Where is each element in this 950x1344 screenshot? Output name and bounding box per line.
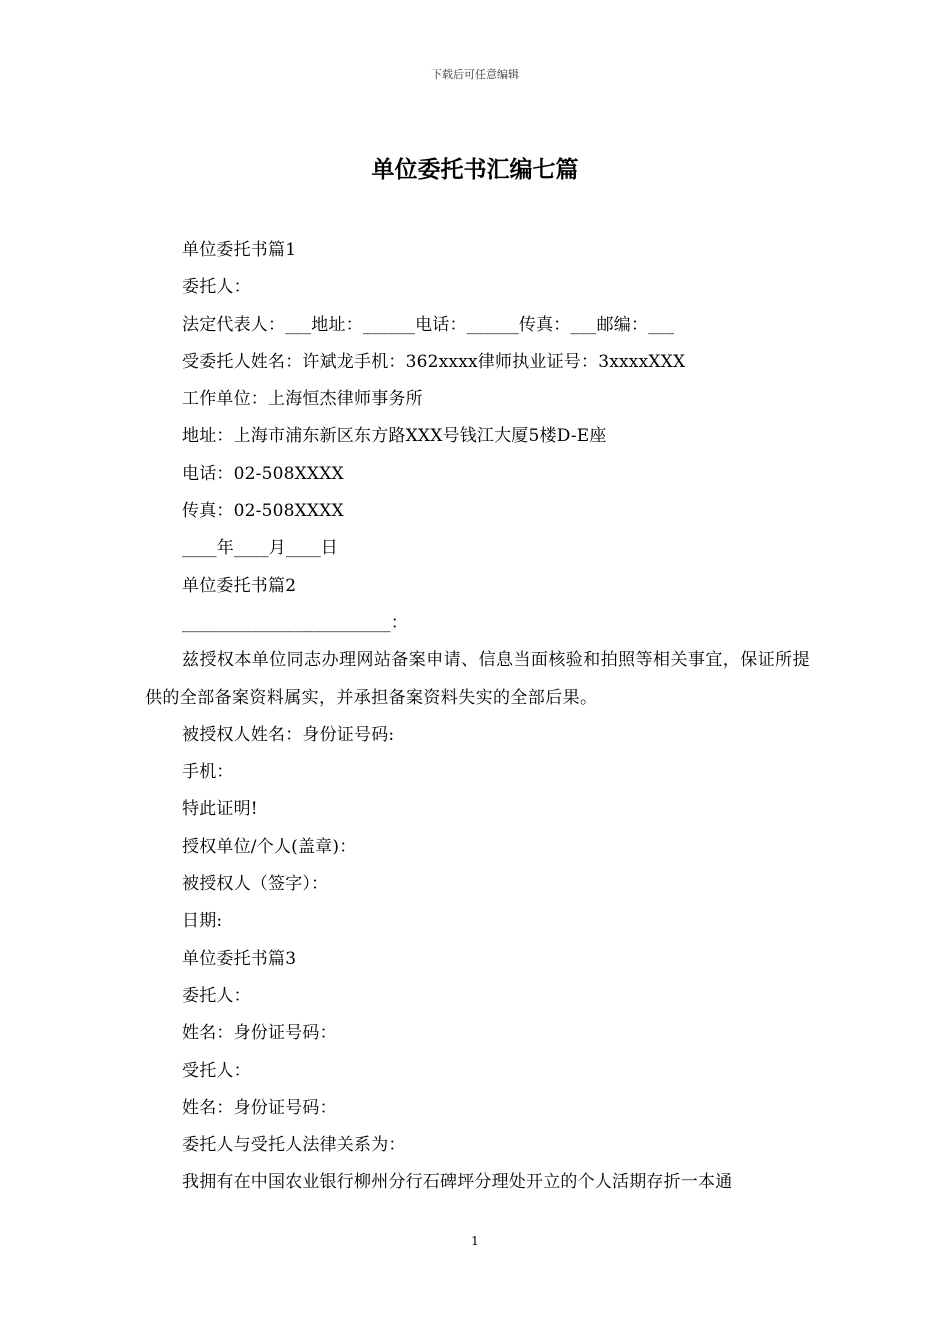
text-line: 委托人： bbox=[182, 277, 251, 298]
authorization-paragraph: 兹授权本单位同志办理网站备案申请、信息当面核验和拍照等相关事宜，保证所提供的全部备案资料属实，并承担备案资料失实的全部后果。 bbox=[145, 650, 810, 708]
text-line: 委托人： bbox=[182, 985, 251, 1006]
text-line: 手机： bbox=[182, 762, 234, 783]
text-line: 地址：上海市浦东新区东方路XXX号钱江大厦5楼D-E座 bbox=[182, 426, 607, 447]
text-line: 被授权人姓名：身份证号码: bbox=[182, 724, 395, 745]
text-line: 被授权人（签字）： bbox=[182, 874, 329, 895]
text-line: 法定代表人：___地址：______电话：______传真：___邮编：___ bbox=[182, 314, 675, 335]
page-header-note: 下载后可任意编辑 bbox=[431, 68, 519, 81]
text-line: 受托人： bbox=[182, 1060, 251, 1081]
text-line: 电话：02-508XXXX bbox=[182, 463, 344, 484]
text-line: 日期: bbox=[182, 911, 223, 932]
text-line: 授权单位/个人(盖章)： bbox=[182, 836, 357, 857]
section-heading-2: 单位委托书篇2 bbox=[182, 575, 297, 596]
section-heading-1: 单位委托书篇1 bbox=[182, 240, 297, 260]
text-line: 传真：02-508XXXX bbox=[182, 501, 344, 522]
text-line: 受委托人姓名：许斌龙手机：362xxxx律师执业证号：3xxxxXXX bbox=[182, 351, 686, 372]
text-line: 工作单位：上海恒杰律师事务所 bbox=[182, 389, 423, 410]
text-line: 姓名：身份证号码： bbox=[182, 1023, 337, 1044]
text-line: 委托人与受托人法律关系为： bbox=[182, 1135, 406, 1156]
text-line: 姓名：身份证号码： bbox=[182, 1097, 337, 1118]
addressee-blank-line: ________________________： bbox=[182, 612, 408, 633]
section-heading-3: 单位委托书篇3 bbox=[182, 948, 297, 969]
date-blank-line: ____年____月____日 bbox=[182, 538, 338, 559]
text-line: 特此证明! bbox=[182, 799, 258, 820]
document-body bbox=[145, 232, 810, 1202]
closing-paragraph-line: 我拥有在中国农业银行柳州分行石碑坪分理处开立的个人活期存折一本通 bbox=[182, 1172, 733, 1193]
document-title: 单位委托书汇编七篇 bbox=[371, 156, 579, 183]
page-number: 1 bbox=[471, 1234, 479, 1248]
